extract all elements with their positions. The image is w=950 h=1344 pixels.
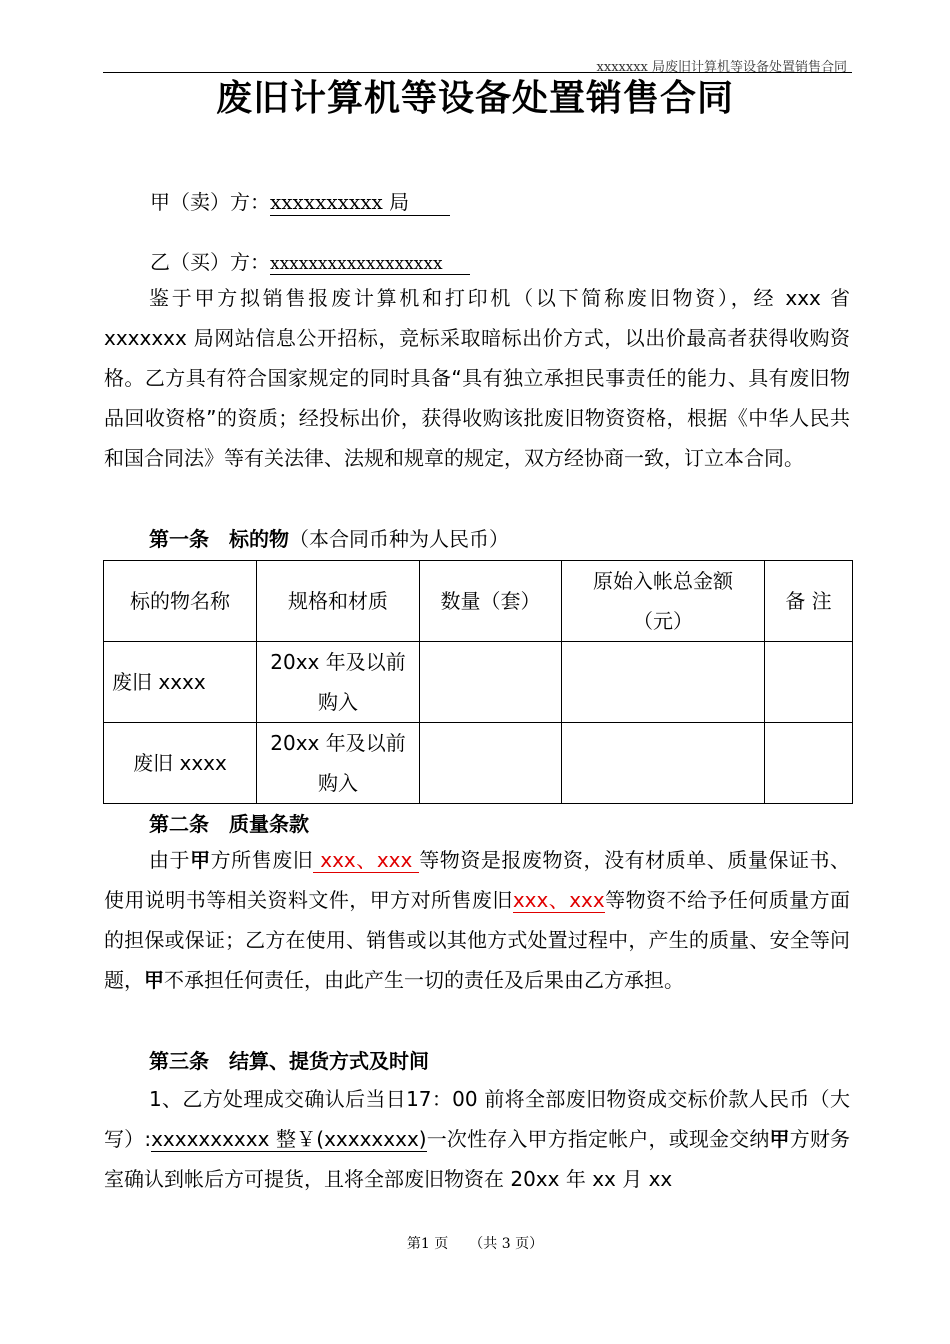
table-header-cell: 原始入帐总金额（元）	[562, 561, 765, 642]
table-cell: 20xx 年及以前购入	[257, 642, 420, 723]
article3-paragraph	[104, 1079, 850, 1199]
table-cell	[562, 642, 765, 723]
goods-table	[103, 560, 853, 804]
table-cell	[765, 723, 853, 804]
red-placeholder: xxx、xxx	[313, 848, 420, 872]
seller-party	[150, 186, 450, 216]
article3-title: 第三条 结算、提货方式及时间	[149, 1049, 429, 1073]
underlined-amount: xxxxxxxxxx 整￥(xxxxxxxx)	[151, 1127, 427, 1151]
text-run: 方财务室确认到帐后方可提货，且将全部废旧物资在 20xx 年 xx 月 xx	[104, 1127, 851, 1191]
article1-heading	[149, 523, 509, 552]
buyer-label: 乙（买）方：	[150, 250, 270, 274]
table-header-cell: 数量（套）	[420, 561, 562, 642]
table-cell	[562, 723, 765, 804]
text-run: 1、乙方处理成交确认后当日17：00 前将全部废旧物资成交标价款人民币（大写）:	[104, 1087, 850, 1151]
seller-label: 甲（卖）方：	[150, 190, 270, 214]
intro-paragraph: 鉴于甲方拟销售报废计算机和打印机（以下简称废旧物资），经 xxx 省 xxxxxxx 局网站信息公开招标，竞标采取暗标出价方式，以出价最高者获得收购资格。乙方具有符合国家规定的同时具备“具有独立承担民事责任的能力、具有废旧物品回收资格”的资质；经投标出价，获得收购该批废旧物资资格，根据《中华人民共和国合同法》等有关法律、法规和规章的规定，双方经协商一致，订立本合同。	[104, 286, 850, 470]
text-run: 一次性存入甲方指定帐户，或现金交纳	[426, 1127, 770, 1151]
table-cell	[420, 642, 562, 723]
table-header-cell: 规格和材质	[257, 561, 420, 642]
buyer-value: xxxxxxxxxxxxxxxxxx	[270, 254, 470, 275]
article3-heading	[149, 1045, 429, 1074]
article2-heading	[149, 808, 309, 837]
text-run: 由于	[149, 848, 191, 872]
table-cell: 20xx 年及以前购入	[257, 723, 420, 804]
text-run: 等物资是报废物资，没有材质单、质量保证书、使用说明书等相关资料文件，甲方对所售废旧	[104, 848, 851, 912]
bold-party: 甲	[190, 848, 211, 872]
document-title: 废旧计算机等设备处置销售合同	[215, 77, 734, 119]
article2-paragraph	[104, 840, 850, 1000]
table-cell: 废旧 xxxx	[104, 723, 257, 804]
article2-title: 第二条 质量条款	[149, 812, 309, 836]
table-header-cell: 标的物名称	[104, 561, 257, 642]
article1-title: 第一条 标的物	[149, 527, 289, 551]
running-header: xxxxxxx 局废旧计算机等设备处置销售合同	[596, 60, 847, 75]
table-header-cell: 备 注	[765, 561, 853, 642]
bold-party: 甲	[144, 968, 164, 992]
bold-party: 甲	[769, 1127, 790, 1151]
table-row	[104, 642, 853, 723]
table-header-row	[104, 561, 853, 642]
table-cell: 废旧 xxxx	[104, 642, 257, 723]
table-cell	[765, 642, 853, 723]
table-row	[104, 723, 853, 804]
table-cell	[420, 723, 562, 804]
red-placeholder: xxx、xxx	[512, 888, 605, 912]
article1-note: （本合同币种为人民币）	[289, 527, 509, 551]
text-run: 不承担任何责任，由此产生一切的责任及后果由乙方承担。	[164, 968, 684, 992]
seller-value: xxxxxxxxxx 局	[270, 186, 450, 216]
text-run: 等物资不给予任何质量方面的担保或保证；乙方在使用、销售或以其他方式处置过程中，产生的质量、安全等问题，	[104, 888, 851, 992]
page-footer: 第1 页 （共 3 页）	[406, 1236, 544, 1252]
buyer-party	[150, 246, 470, 275]
text-run: 方所售废旧	[210, 848, 314, 872]
